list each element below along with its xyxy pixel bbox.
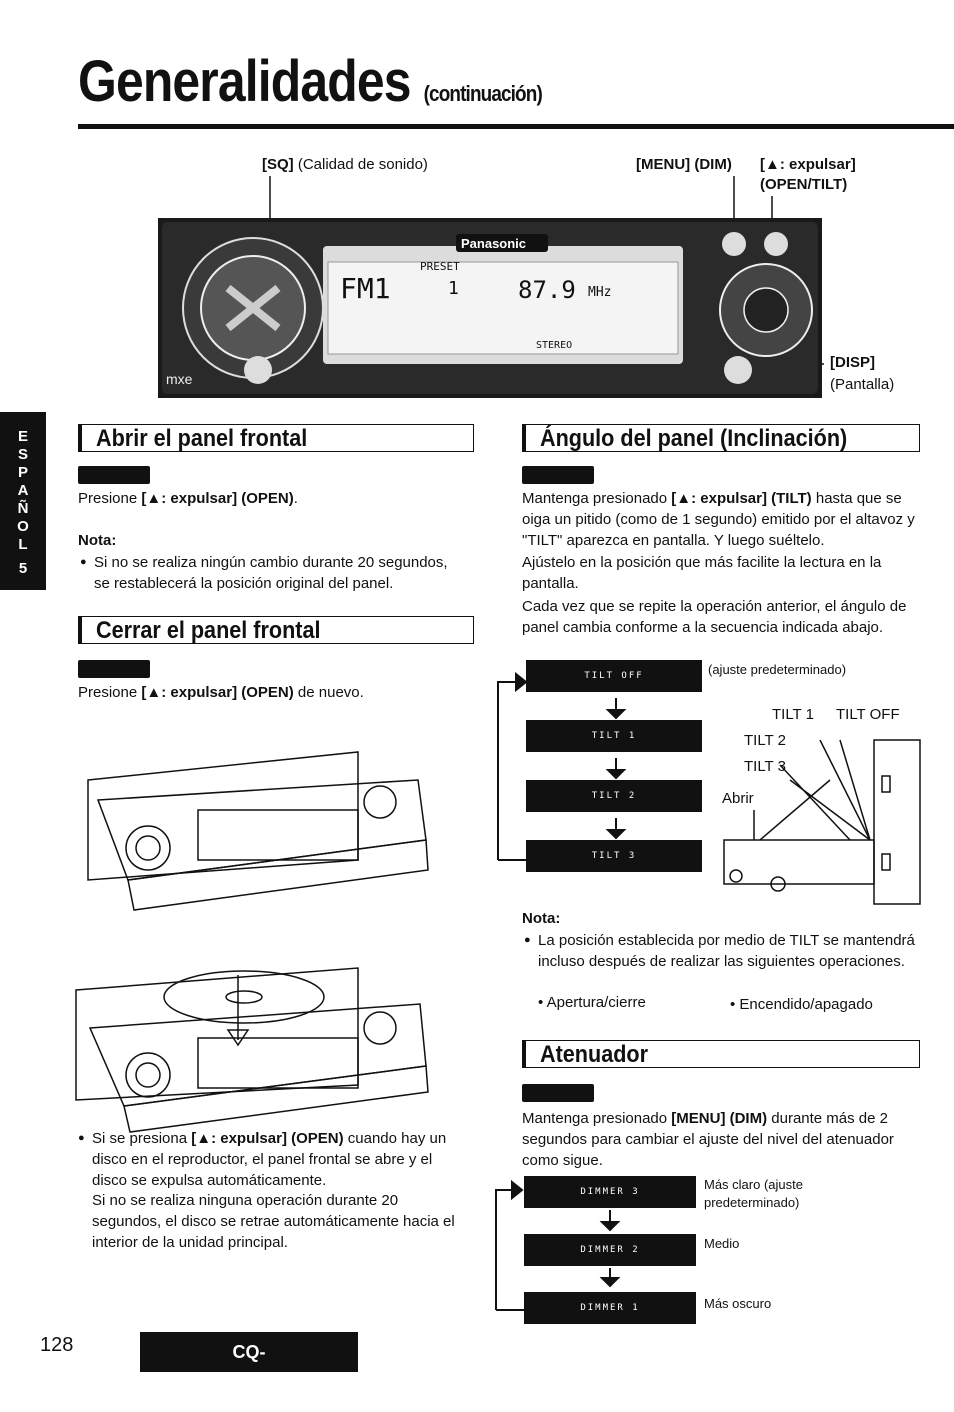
lcd-band: FM1: [340, 272, 391, 305]
angle-text-3: Cada vez que se repite la operación anterior, el ángulo de panel cambia conforme a la secuencia indicada abajo.: [522, 598, 907, 636]
svg-text:MHz: MHz: [588, 285, 612, 300]
language-side-tab: [0, 412, 46, 590]
svg-text:87.9: 87.9: [518, 276, 576, 304]
side-tab-letter: Ñ: [17, 500, 29, 517]
open-note: ● Si no se realiza ningún cambio durante 20 segundos, se restablecerá la posición original del panel.: [94, 552, 464, 594]
svg-text:PRESET: PRESET: [420, 260, 460, 273]
dimmer-step-2: DIMMER 2: [524, 1234, 696, 1266]
diag-tilt1: TILT 1: [772, 706, 814, 723]
side-tab-letter: L: [18, 536, 28, 553]
dimmer-step-3: DIMMER 3: [524, 1176, 696, 1208]
angle-text-2: Ajústelo en la posición que más facilite la lectura en la pantalla.: [522, 554, 882, 592]
svg-text:Panasonic: Panasonic: [461, 236, 527, 251]
page-number: 128: [40, 1334, 74, 1356]
heading-close-panel: [78, 616, 474, 644]
tilt-default-label: (ajuste predeterminado): [708, 662, 847, 677]
svg-text:1: 1: [448, 278, 459, 299]
close-panel-icon: [78, 660, 150, 678]
dimmer-instruction: [522, 1108, 924, 1171]
tilt-step-1: TILT 1: [526, 720, 702, 752]
tilt-step-off: TILT OFF: [526, 660, 702, 692]
close-bullet-1: [92, 1128, 464, 1191]
unit-illustrations: [68, 740, 438, 1140]
heading-open-panel-text: Abrir el panel frontal: [96, 425, 308, 452]
side-tab-number: 5: [18, 560, 28, 577]
button-ref: [▲: expulsar] (TILT): [671, 490, 812, 507]
faceplate-illustration: [158, 218, 822, 398]
diag-tilt2: TILT 2: [744, 732, 786, 749]
close-panel-instruction: [78, 682, 468, 703]
heading-open-panel: [78, 424, 474, 452]
heading-dimmer-text: Atenuador: [540, 1041, 648, 1068]
angle-note: ● La posición establecida por medio de TILT se mantendrá incluso después de realizar las siguientes operaciones.: [538, 930, 918, 972]
dimmer-desc-3: Más claro (ajuste predeterminado): [704, 1177, 803, 1210]
side-tab-letter: O: [17, 518, 29, 535]
dimmer-desc-2: Medio: [704, 1236, 740, 1251]
text: Si se presiona: [92, 1130, 192, 1147]
angle-instruction: [522, 488, 924, 551]
text: Mantenga presionado: [522, 490, 672, 507]
dimmer-desc-1: Más oscuro: [704, 1296, 772, 1311]
tilt-angle-diagram: [720, 720, 924, 910]
model-number: CQ-C8400/8300/8200/8100U: [140, 1332, 358, 1372]
tilt-step-3: TILT 3: [526, 840, 702, 872]
angle-note-op1: • Apertura/cierre: [538, 994, 646, 1011]
text: .: [293, 490, 298, 507]
dimmer-icon: [522, 1084, 594, 1102]
side-tab-letter: P: [17, 464, 28, 481]
text: cuando hay un disco en el reproductor, el panel frontal se abre y el disco se expulsa automáticamente.: [92, 1130, 447, 1189]
angle-note-op2: • Encendido/apagado: [730, 996, 873, 1013]
side-tab-letter: A: [17, 482, 29, 499]
title-sub: (continuación): [423, 81, 542, 106]
text: Presione: [78, 684, 142, 701]
text: durante más de 2 segundos para cambiar el ajuste del nivel del atenuador como sigue.: [522, 1110, 894, 1169]
open-tilt-label: (OPEN/TILT): [760, 176, 848, 193]
button-ref: [▲: expulsar] (OPEN): [141, 684, 294, 701]
disp-desc: (Pantalla): [830, 376, 895, 393]
angle-icon: [522, 466, 594, 484]
text: de nuevo.: [293, 684, 364, 701]
heading-close-panel-text: Cerrar el panel frontal: [96, 617, 321, 644]
button-ref: [▲: expulsar] (OPEN): [191, 1130, 344, 1147]
text: Presione: [78, 490, 142, 507]
side-tab-letter: E: [17, 428, 28, 445]
close-bullet-2: Si no se realiza ninguna operación durante 20 segundos, el disco se retrae automáticamente hacia el interior de la unidad principal.: [92, 1192, 455, 1251]
open-panel-icon: [78, 466, 150, 484]
angle-note-label: Nota:: [522, 910, 561, 927]
text: hasta que se oiga un pitido (como de 1 segundo) emitido por el altavoz y "TILT" aparezca en pantalla. Y luego suéltelo.: [522, 490, 915, 549]
svg-text:STEREO: STEREO: [536, 340, 573, 351]
diag-abrir: Abrir: [722, 790, 754, 807]
dimmer-step-1: DIMMER 1: [524, 1292, 696, 1324]
button-ref: [▲: expulsar] (OPEN): [141, 490, 294, 507]
menu-dim-label: [MENU] (DIM): [636, 156, 732, 173]
heading-dimmer: [522, 1040, 920, 1068]
text: Mantenga presionado: [522, 1110, 672, 1127]
eject-label: [▲: expulsar]: [760, 156, 856, 173]
sq-button-label: [SQ]: [262, 156, 294, 173]
disp-label: [DISP]: [830, 354, 875, 371]
open-note-label: Nota:: [78, 532, 117, 549]
svg-text:mxe: mxe: [166, 371, 193, 387]
sq-desc: (Calidad de sonido): [297, 156, 428, 173]
tilt-step-2: TILT 2: [526, 780, 702, 812]
heading-angle-text: Ángulo del panel (Inclinación): [540, 425, 848, 452]
diag-tilt3: TILT 3: [744, 758, 786, 775]
diag-tiltoff: TILT OFF: [836, 706, 900, 723]
side-tab-letter: S: [17, 446, 28, 463]
title-main: Generalidades: [78, 49, 411, 114]
button-ref: [MENU] (DIM): [671, 1110, 768, 1127]
heading-angle: [522, 424, 920, 452]
open-panel-instruction: [78, 488, 468, 509]
